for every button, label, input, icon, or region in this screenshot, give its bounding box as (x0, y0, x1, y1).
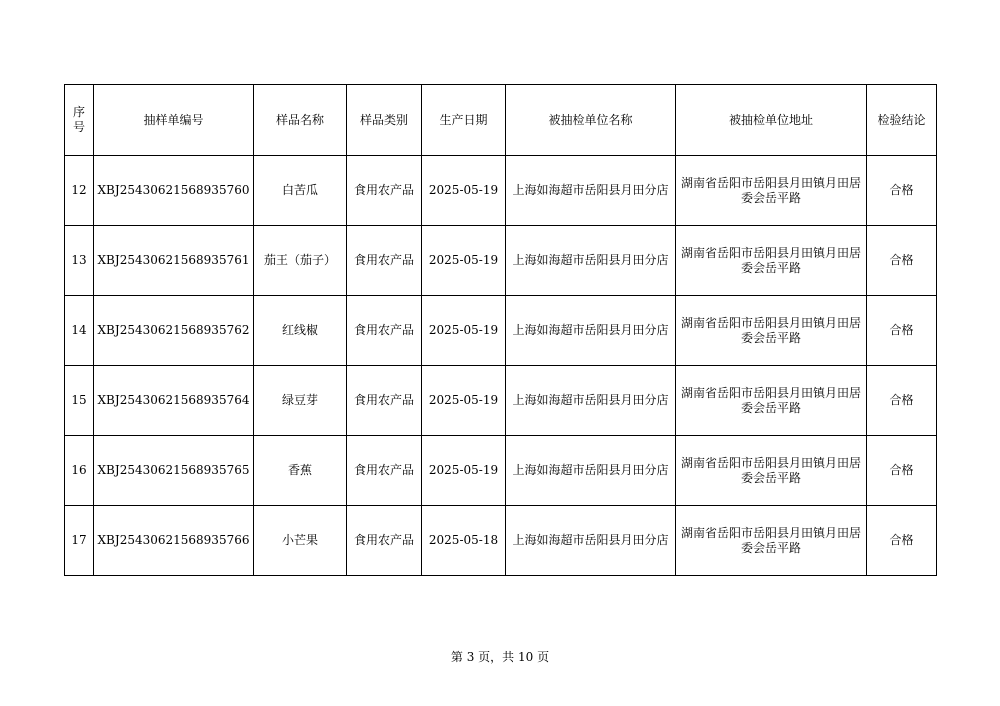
address-line1: 湖南省岳阳市岳阳县月田镇月田居 (680, 455, 861, 470)
cell-category: 食用农产品 (347, 366, 422, 436)
address-line2: 委会岳平路 (740, 470, 801, 485)
cell-unit-name: 上海如海超市岳阳县月田分店 (506, 436, 676, 506)
cell-production-date: 2025-05-19 (422, 296, 506, 366)
cell-conclusion: 合格 (867, 296, 937, 366)
cell-seq: 16 (65, 436, 94, 506)
cell-sample-no: XBJ25430621568935766 (94, 506, 254, 576)
address-line2: 委会岳平路 (740, 190, 801, 205)
cell-sample-name: 香蕉 (254, 436, 347, 506)
table-row (65, 156, 937, 226)
cell-seq: 14 (65, 296, 94, 366)
address-line2: 委会岳平路 (740, 400, 801, 415)
address-line2: 委会岳平路 (740, 260, 801, 275)
cell-unit-address (676, 366, 867, 436)
cell-seq: 15 (65, 366, 94, 436)
cell-sample-no: XBJ25430621568935764 (94, 366, 254, 436)
cell-sample-name: 小芒果 (254, 506, 347, 576)
cell-unit-name: 上海如海超市岳阳县月田分店 (506, 156, 676, 226)
address-line1: 湖南省岳阳市岳阳县月田镇月田居 (680, 315, 861, 330)
address-line1: 湖南省岳阳市岳阳县月田镇月田居 (680, 385, 861, 400)
address-line1: 湖南省岳阳市岳阳县月田镇月田居 (680, 525, 861, 540)
cell-unit-name: 上海如海超市岳阳县月田分店 (506, 366, 676, 436)
cell-sample-name: 白苦瓜 (254, 156, 347, 226)
table-row (65, 506, 937, 576)
cell-seq: 17 (65, 506, 94, 576)
header-seq-line1: 序 (72, 105, 85, 119)
cell-production-date: 2025-05-19 (422, 156, 506, 226)
cell-conclusion: 合格 (867, 506, 937, 576)
cell-unit-name: 上海如海超市岳阳县月田分店 (506, 296, 676, 366)
cell-conclusion: 合格 (867, 436, 937, 506)
cell-category: 食用农产品 (347, 226, 422, 296)
cell-category: 食用农产品 (347, 156, 422, 226)
cell-unit-name: 上海如海超市岳阳县月田分店 (506, 506, 676, 576)
address-line2: 委会岳平路 (740, 540, 801, 555)
header-seq-line2: 号 (72, 120, 85, 134)
header-seq (65, 85, 94, 156)
cell-unit-address (676, 436, 867, 506)
header-sample-name: 样品名称 (254, 85, 347, 156)
cell-seq: 13 (65, 226, 94, 296)
cell-sample-no: XBJ25430621568935765 (94, 436, 254, 506)
cell-unit-address (676, 506, 867, 576)
cell-production-date: 2025-05-19 (422, 436, 506, 506)
cell-production-date: 2025-05-19 (422, 226, 506, 296)
cell-seq: 12 (65, 156, 94, 226)
cell-conclusion: 合格 (867, 366, 937, 436)
cell-conclusion: 合格 (867, 226, 937, 296)
cell-unit-address (676, 156, 867, 226)
address-line2: 委会岳平路 (740, 330, 801, 345)
cell-unit-address (676, 296, 867, 366)
table-header-row (65, 85, 937, 156)
cell-sample-no: XBJ25430621568935762 (94, 296, 254, 366)
cell-production-date: 2025-05-18 (422, 506, 506, 576)
page-indicator: 第 3 页，共 10 页 (450, 650, 550, 664)
cell-sample-name: 绿豆芽 (254, 366, 347, 436)
header-production-date: 生产日期 (422, 85, 506, 156)
address-line1: 湖南省岳阳市岳阳县月田镇月田居 (680, 245, 861, 260)
header-conclusion: 检验结论 (867, 85, 937, 156)
cell-category: 食用农产品 (347, 506, 422, 576)
header-unit-name: 被抽检单位名称 (506, 85, 676, 156)
cell-production-date: 2025-05-19 (422, 366, 506, 436)
table-row (65, 366, 937, 436)
inspection-results-table (64, 84, 937, 576)
table-row (65, 226, 937, 296)
cell-unit-name: 上海如海超市岳阳县月田分店 (506, 226, 676, 296)
cell-sample-no: XBJ25430621568935761 (94, 226, 254, 296)
header-unit-address: 被抽检单位地址 (676, 85, 867, 156)
cell-conclusion: 合格 (867, 156, 937, 226)
table-row (65, 436, 937, 506)
cell-category: 食用农产品 (347, 436, 422, 506)
cell-sample-no: XBJ25430621568935760 (94, 156, 254, 226)
cell-sample-name: 茄王（茄子） (254, 226, 347, 296)
table-row (65, 296, 937, 366)
cell-sample-name: 红线椒 (254, 296, 347, 366)
address-line1: 湖南省岳阳市岳阳县月田镇月田居 (680, 175, 861, 190)
header-category: 样品类别 (347, 85, 422, 156)
cell-unit-address (676, 226, 867, 296)
header-sample-no: 抽样单编号 (94, 85, 254, 156)
cell-category: 食用农产品 (347, 296, 422, 366)
